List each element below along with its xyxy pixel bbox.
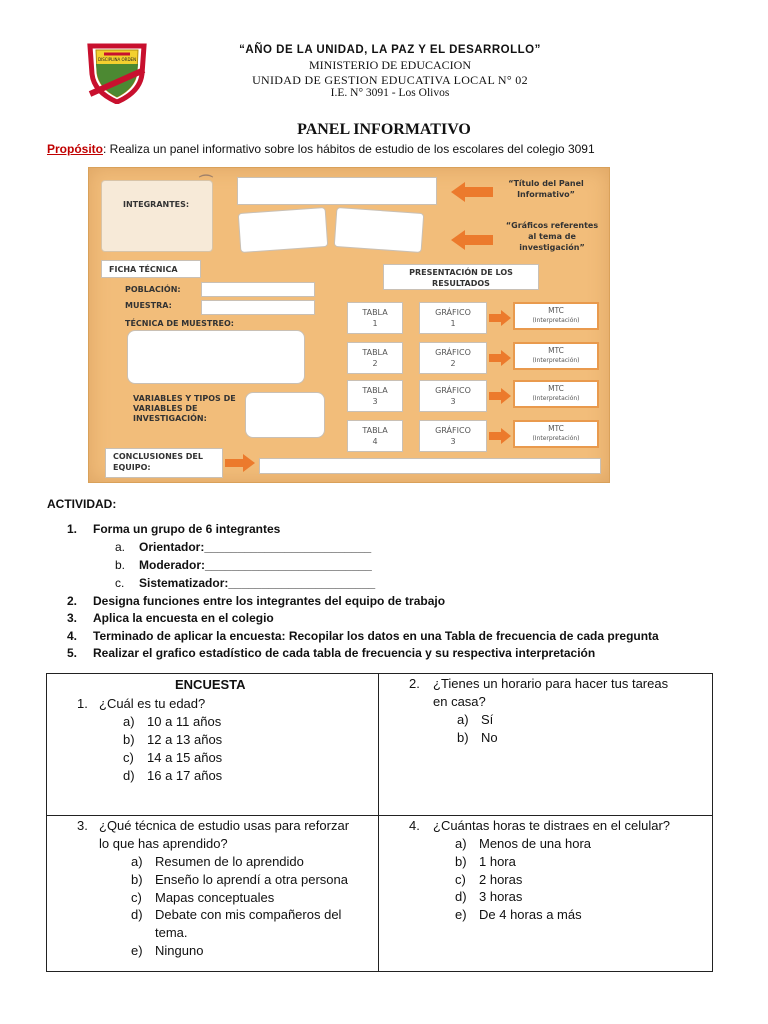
tabla-label: TABLA (362, 426, 388, 435)
option-letter: c) (123, 750, 134, 765)
graficos-note: “Gráficos referentes al tema de investigación” (505, 221, 599, 252)
option-text: No (481, 730, 498, 745)
activity-item-text: Forma un grupo de 6 integrantes (93, 522, 281, 536)
header-ugel: UNIDAD DE GESTION EDUCATIVA LOCAL N° 02 (252, 73, 528, 87)
activity-item (67, 594, 707, 610)
purpose-paragraph (47, 142, 595, 156)
activity-item (67, 611, 707, 627)
option-text: Ninguno (155, 943, 204, 958)
option-letter: b) (123, 732, 135, 747)
mtc-label: MTC (548, 384, 564, 393)
q2-text-line1: ¿Tienes un horario para hacer tus tareas (433, 676, 669, 691)
activity-item-text: Terminado de aplicar la encuesta: Recopilar los datos en una Tabla de frecuencia de cada pregunta (93, 629, 659, 643)
activity-item-number: 5. (67, 646, 78, 660)
grafico-box (419, 342, 487, 374)
option-letter: e) (131, 943, 143, 958)
muestra-field (201, 300, 315, 315)
role-letter: a. (115, 540, 126, 554)
arrow-right-icon (489, 428, 511, 444)
grafico-label: GRÁFICO (435, 308, 471, 317)
integrantes-scroll (101, 175, 213, 252)
option-text: Debate con mis compañeros del (155, 907, 342, 923)
option-text: Enseño lo aprendí a otra persona (155, 871, 348, 887)
option-letter: d) (123, 768, 135, 783)
mtc-box (513, 380, 599, 408)
header-ministry: MINISTERIO DE EDUCACION (309, 58, 471, 72)
chart-placeholder-2 (334, 207, 425, 253)
role-text: Moderador:_________________________ (139, 558, 372, 572)
role-text: Orientador:_________________________ (139, 540, 372, 554)
poblacion-label: POBLACIÓN: (125, 285, 181, 294)
activity-item-number: 3. (67, 611, 78, 625)
option-text: 3 horas (479, 889, 523, 905)
tabla-box (347, 302, 403, 334)
option-letter: a) (457, 712, 469, 727)
tabla-box (347, 342, 403, 374)
mtc-interpretation: (Interpretación) (532, 435, 580, 442)
grafico-box (419, 302, 487, 334)
table-divider-horizontal (47, 815, 712, 816)
grafico-label: GRÁFICO (435, 348, 471, 357)
activity-item (67, 522, 707, 538)
tabla-number: 3 (372, 397, 378, 406)
activity-item-number: 4. (67, 629, 78, 643)
variables-field (245, 392, 325, 438)
activity-title: ACTIVIDAD: (47, 497, 117, 511)
option-text: 14 a 15 años (147, 750, 223, 765)
activity-item (67, 629, 707, 645)
panel-title-box (237, 177, 437, 205)
chart-placeholder-1 (238, 207, 329, 253)
q1-number: 1. (77, 696, 88, 711)
q2-number: 2. (409, 676, 420, 691)
titulo-note: “Título del Panel Informativo” (508, 179, 584, 199)
conclusiones-label: CONCLUSIONES DEL EQUIPO: (113, 452, 203, 472)
option-text: Resumen de lo aprendido (155, 854, 304, 869)
mtc-label: MTC (548, 306, 564, 315)
q3-text-line1: ¿Qué técnica de estudio usas para reforzar (99, 818, 350, 833)
mtc-box (513, 342, 599, 370)
arrow-right-icon (225, 454, 255, 472)
scroll-curl-icon: ⌒ (199, 175, 213, 191)
grafico-number: 2 (450, 359, 456, 368)
grafico-number: 1 (450, 319, 456, 328)
role-item (67, 558, 707, 574)
option-text: Mapas conceptuales (155, 889, 275, 905)
arrow-right-icon (489, 350, 511, 366)
activity-item (67, 646, 707, 662)
option-letter: b) (457, 730, 469, 745)
grafico-number: 3 (450, 397, 456, 406)
option-letter: e) (455, 907, 467, 923)
mtc-box (513, 420, 599, 448)
role-letter: c. (115, 576, 125, 590)
option-letter: b) (455, 853, 467, 869)
option-text: 12 a 13 años (147, 732, 223, 747)
ficha-tecnica-label: FICHA TÉCNICA (109, 265, 178, 274)
q1-text: ¿Cuál es tu edad? (99, 696, 206, 711)
tabla-number: 2 (372, 359, 378, 368)
school-crest-logo (84, 40, 150, 104)
option-text: De 4 horas a más (479, 907, 582, 923)
role-item (67, 576, 707, 592)
option-letter: b) (131, 871, 143, 887)
tabla-box (347, 420, 403, 452)
role-letter: b. (115, 558, 126, 572)
poblacion-field (201, 282, 315, 297)
page-title: PANEL INFORMATIVO (297, 121, 471, 138)
header-school: I.E. N° 3091 - Los Olivos (330, 87, 450, 99)
option-letter: a) (123, 714, 135, 729)
arrow-right-icon (489, 310, 511, 326)
activity-item-text: Aplica la encuesta en el colegio (93, 611, 274, 625)
logo-text: DISCIPLINA ORDEN (97, 57, 137, 62)
option-letter: d) (455, 889, 467, 905)
option-text: Sí (481, 712, 494, 727)
header-year-motto: “AÑO DE LA UNIDAD, LA PAZ Y EL DESARROLLO” (239, 44, 541, 56)
muestra-label: MUESTRA: (125, 301, 172, 310)
tabla-label: TABLA (362, 348, 388, 357)
mtc-interpretation: (Interpretación) (532, 317, 580, 324)
tecnica-field (127, 330, 305, 384)
q4-text: ¿Cuántas horas te distraes en el celular? (433, 818, 671, 833)
activity-item-number: 2. (67, 594, 78, 608)
integrantes-label: INTEGRANTES: (123, 200, 190, 209)
panel-diagram (88, 167, 610, 483)
variables-label: VARIABLES Y TIPOS DE VARIABLES DE INVESTIGACIÓN: (133, 394, 236, 423)
mtc-label: MTC (548, 346, 564, 355)
option-letter: d) (131, 907, 143, 923)
role-item (67, 540, 707, 556)
q3-text-line2: lo que has aprendido? (99, 836, 228, 851)
option-letter: c) (131, 889, 142, 905)
role-text: Sistematizador:______________________ (139, 576, 376, 590)
tabla-number: 4 (372, 437, 378, 446)
grafico-label: GRÁFICO (435, 426, 471, 435)
option-letter: a) (455, 836, 467, 851)
option-text: 1 hora (479, 853, 516, 869)
survey-table (46, 673, 713, 972)
option-text: 10 a 11 años (147, 714, 222, 729)
mtc-interpretation: (Interpretación) (532, 357, 580, 364)
tabla-label: TABLA (362, 308, 388, 317)
option-text: tema. (155, 925, 188, 941)
option-text: 16 a 17 años (147, 768, 223, 783)
tabla-label: TABLA (362, 386, 388, 395)
activity-item-text: Realizar el grafico estadístico de cada tabla de frecuencia y su respectiva interpretación (93, 646, 596, 660)
tecnica-label: TÉCNICA DE MUESTREO: (125, 319, 234, 328)
grafico-label: GRÁFICO (435, 386, 471, 395)
option-text: Menos de una hora (479, 836, 592, 851)
option-text: 2 horas (479, 871, 523, 887)
presentacion-label: PRESENTACIÓN DE LOS RESULTADOS (409, 268, 513, 288)
mtc-interpretation: (Interpretación) (532, 395, 580, 402)
activity-item-number: 1. (67, 522, 78, 536)
conclusiones-field (259, 458, 601, 474)
grafico-box (419, 420, 487, 452)
purpose-label: Propósito (47, 142, 103, 156)
arrow-left-icon (451, 230, 493, 250)
tabla-box (347, 380, 403, 412)
arrow-left-icon (451, 182, 493, 202)
survey-heading: ENCUESTA (175, 677, 246, 692)
mtc-box (513, 302, 599, 330)
option-letter: c) (455, 871, 466, 887)
q3-number: 3. (77, 818, 88, 833)
table-divider-vertical (378, 674, 379, 971)
arrow-right-icon (489, 388, 511, 404)
tabla-number: 1 (372, 319, 378, 328)
option-letter: a) (131, 854, 143, 869)
q4-number: 4. (409, 818, 420, 833)
q2-text-line2: en casa? (433, 694, 486, 709)
grafico-number: 3 (450, 437, 456, 446)
activity-item-text: Designa funciones entre los integrantes del equipo de trabajo (93, 594, 446, 608)
mtc-label: MTC (548, 424, 564, 433)
grafico-box (419, 380, 487, 412)
purpose-text: : Realiza un panel informativo sobre los hábitos de estudio de los escolares del colegio 3091 (103, 142, 595, 156)
